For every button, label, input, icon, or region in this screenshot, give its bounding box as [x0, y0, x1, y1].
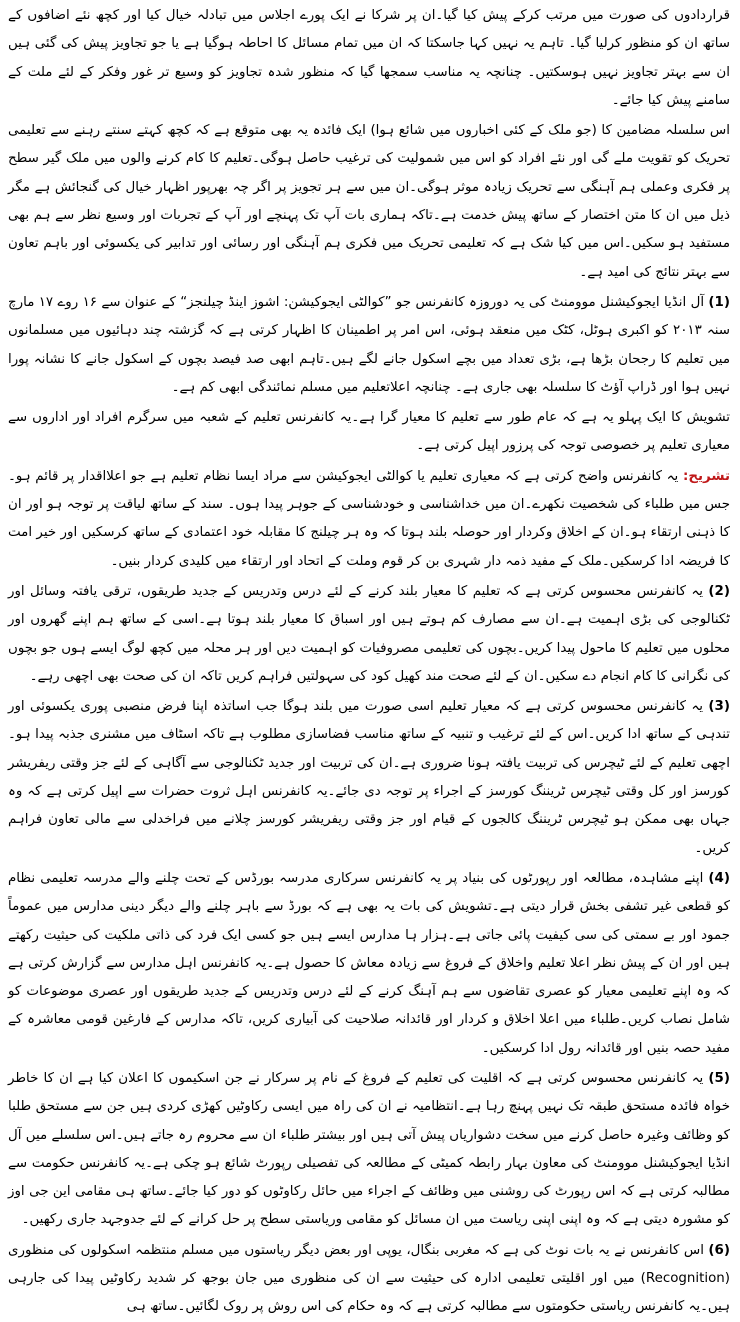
- paragraph-explanation: [8, 463, 730, 576]
- resolution-2: [8, 578, 730, 691]
- paragraph-text: اس سلسلہ مضامین کا (جو ملک کے کئی اخباروں میں شائع ہوا) ایک فائدہ یہ بھی متوقع ہے کہ کچھ کہتے سنتے رہنے سے تعلیمی تحریک کو تقویت ملے گی اور نئے افراد کو اس میں شمولیت کی ترغیب حاصل ہوگی۔تعلیم کا کام کرنے والوں میں ملک گیر سطح پر فکری وعملی ہم آہنگی سے تحریک زیادہ موثر ہوگی۔ان میں سے ہر تجویز پر اگر چہ بھرپور اظہار خیال کی گنجائش ہے مگر ذیل میں ان کا متن اختصار کے ساتھ پیش خدمت ہے۔تاکہ ہماری بات آپ تک پہنچے اور آپ کے تجربات اور وسیع نظر سے ہم بھی مستفید ہو سکیں۔اس میں کیا شک ہے کہ تعلیمی تحریک میں فکری ہم آہنگی اور رسائی اور تدابیر کی یکسوئی اور باہم تعاون سے بہتر نتائج کی امید ہے۔: [8, 123, 731, 280]
- resolution-6: [8, 1237, 730, 1322]
- explanation-label: تشریح:: [682, 468, 730, 484]
- paragraph-text: اس کانفرنس نے یہ بات نوٹ کی ہے کہ مغربی بنگال، یوپی اور بعض دیگر ریاستوں میں مسلم منتظمہ اسکولوں کی منظوری (: [8, 1242, 730, 1287]
- paragraph-text: اپنے مشاہدہ، مطالعہ اور رپورٹوں کی بنیاد پر یہ کانفرنس سرکاری مدرسہ بورڈس کے تحت چلنے والے مدرسہ تعلیمی نظام کو قطعی غیر تشفی بخش قرار دیتی ہے۔تشویش کی بات یہ بھی ہے کہ بورڈ سے باہر چلنے والے دیگر دینی مدارس میں عموماً جمود اور بے سمتی کی سی کیفیت پائی جاتی ہے۔ہزار ہا مدارس ایسے ہیں جو کسی ایک فرد کی ذاتی ملکیت کی حیثیت رکھتے ہیں اور ان کے پیش نظر اعلا تعلیم واخلاق کے فروغ سے زیادہ معاش کا حصول ہے۔یہ کانفرنس اہل مدارس سے گزارش کرتی ہے کہ وہ اپنے تعلیمی معیار کو عصری تقاضوں سے ہم آہنگ کرنے کے لئے درس وتدریس کے جدید طریقوں اور عصری موضوعات کو شامل نصاب کریں۔طلباء میں اعلا اخلاق و کردار اور قائدانہ صلاحیت کی آبیاری کریں، تاکہ مدارس کے فارغین قومی معاشرہ کے مفید حصہ بنیں اور قائدانہ رول ادا کرسکیں۔: [8, 870, 730, 1056]
- paragraph-text: قراردادوں کی صورت میں مرتب کرکے پیش کیا گیا۔ان پر شرکا نے ایک پورے اجلاس میں تبادلہ خیال کیا اور کچھ نئے اضافوں کے ساتھ ان کو منظور کرلیا گیا۔ تاہم یہ نہیں کہا جاسکتا کہ ان میں تمام مسائل کا احاطہ ہوگیا ہے یا جو تجاویز پیش کی گئی ہیں ان سے بہتر تجاویز نہیں ہوسکتیں۔ چنانچہ یہ مناسب سمجھا گیا کہ منظور شدہ تجاویز کو وسیع تر غور وفکر کے لئے ملت کے سامنے پیش کیا جائے۔: [8, 8, 730, 108]
- latin-term: Recognition: [645, 1271, 725, 1287]
- resolution-5: [8, 1065, 730, 1235]
- paragraph-series-note: [8, 117, 730, 287]
- paragraph-text: یہ کانفرنس محسوس کرتی ہے کہ اقلیت کی تعلیم کے فروغ کے نام پر سرکار نے جن اسکیموں کا اعلان کیا ہے ان کا خاطر خواہ فائدہ مستحق طبقہ تک نہیں پہنچ رہا ہے۔انتظامیہ نے ان کی راہ میں ایسی رکاوٹیں کھڑی کردی ہیں جن سے مستحق طلبا کو وظائف وغیرہ حاصل کرنے میں سخت دشواریاں پیش آتی ہیں اور بیشتر طلباء ان سے محروم رہ جاتے ہیں۔اس سلسلے میں آل انڈیا ایجوکیشنل موومنٹ کی معاون بہار رابطہ کمیٹی کے مطالعہ کی تفصیلی رپورٹ شائع ہو چکی ہے۔یہ کانفرنس حکومت سے مطالبہ کرتی ہے کہ اس رپورٹ کی روشنی میں وظائف کے اجراء میں حائل رکاوٹوں کو دور کیا جائے۔ساتھ ہی مقامی این جی اوز کو مشورہ دیتی ہے کہ وہ اپنی اپنی ریاست میں ان مسائل کو مقامی وریاستی سطح پر حل کرانے کے لئے جدوجہد جاری رکھیں۔: [8, 1070, 730, 1228]
- resolution-1: [8, 289, 730, 402]
- resolution-number: (2): [708, 583, 730, 599]
- paragraph-text: یہ کانفرنس واضح کرتی ہے کہ معیاری تعلیم یا کوالٹی ایجوکیشن سے مراد ایسا نظام تعلیم ہے جو اعلااقدار پر قائم ہو۔جس میں طلباء کی شخصیت نکھرے۔ان میں خداشناسی و خودشناسی کے جوہر پیدا ہوں۔ سند کے ساتھ لیاقت پر توجہ ہو اور ان کا ذہنی ارتقاء ہو۔ان کے اخلاق وکردار اور حوصلہ بلند ہوتا کہ وہ ہر چیلنج کا مقابلہ خود اعتمادی کے ساتھ کرسکیں اور خیر امت کا فریضہ ادا کرسکیں۔ملک کے مفید ذمہ دار شہری بن کر قوم وملت کے اتحاد اور ارتقاء میں کلیدی کردار بنیں۔: [8, 468, 730, 569]
- resolution-number: (6): [708, 1242, 730, 1258]
- resolution-4: [8, 865, 730, 1063]
- resolution-number: (4): [708, 870, 730, 886]
- resolution-number: (5): [708, 1070, 730, 1086]
- paragraph-text: تشویش کا ایک پہلو یہ ہے کہ عام طور سے تعلیم کا معیار گرا ہے۔یہ کانفرنس تعلیم کے شعبہ میں سرگرم افراد اور اداروں سے معیاری تعلیم پر خصوصی توجہ کی پرزور اپیل کرتی ہے۔: [8, 410, 730, 454]
- paragraph-text: یہ کانفرنس محسوس کرتی ہے کہ تعلیم کا معیار بلند کرنے کے لئے درس وتدریس کے جدید طریقوں، ترقی یافتہ وسائل اور ٹکنالوجی کی بڑی اہمیت ہے۔ان سے مصارف کم ہوتے ہیں اور اسباق کا معیار بلند ہوتا ہے۔اسی کے ساتھ ہم اپنے گھروں اور محلوں میں تعلیم کا ماحول پیدا کریں۔بچوں کی تعلیمی مصروفیات کو اہمیت دیں اور ہر محلہ میں کچھ لوگ ایسے ہوں جو بچوں کی نگرانی کا کام انجام دے سکیں۔ان کے لئے صحت مند کھیل کود کی سہولتیں فراہم کریں تاکہ ان کی صحت بھی اچھی رہے۔: [8, 583, 730, 684]
- paragraph-text: آل انڈیا ایجوکیشنل موومنٹ کی یہ دوروزہ کانفرنس جو ”کوالٹی ایجوکیشن: اشوز اینڈ چیلنجز“ کے عنوان سے ۱۶ روے ۱۷ مارچ سنہ ۲۰۱۳ کو اکبری ہوٹل، کٹک میں منعقد ہوئی، اس امر پر اطمینان کا اظہار کرتی ہے کہ گزشتہ چند دہائیوں میں مسلمانوں میں تعلیم کا رجحان بڑھا ہے، بڑی تعداد میں بچے اسکول جانے لگے ہیں۔تاہم ابھی صد فیصد بچوں کے اسکول جانے کا نشانہ پورا نہیں ہوا اور ڈراپ آؤٹ کا سلسلہ بھی جاری ہے۔ چنانچہ اعلاتعلیم میں مسلم نمائندگی ابھی کم ہے۔: [8, 294, 730, 395]
- resolution-number: (1): [708, 294, 730, 310]
- paragraph-intro: [8, 2, 730, 115]
- resolution-number: (3): [708, 699, 730, 715]
- paragraph-concern: [8, 404, 730, 461]
- paragraph-text: ) میں اور اقلیتی تعلیمی ادارہ کی حیثیت سے ان کی منظوری میں جان بوجھ کر شدید رکاوٹیں پیدا کی جارہی ہیں۔یہ کانفرنس ریاستی حکومتوں سے مطالبہ کرتی ہے کہ وہ حکام کی اس روش پر روک لگائیں۔ساتھ ہی: [8, 1271, 730, 1315]
- paragraph-text: یہ کانفرنس محسوس کرتی ہے کہ معیار تعلیم اسی صورت میں بلند ہوگا جب اساتذہ اپنا فرض منصبی پوری یکسوئی اور تندہی کے ساتھ ادا کریں۔اس کے لئے ترغیب و تنبیہ کے ساتھ مناسب فضاسازی مطلوب ہے تاکہ اسٹاف میں مشنری جذبہ پیدا ہو۔اچھی تعلیم کے لئے ٹیچرس کی تربیت یافتہ ہونا ضروری ہے۔ان کی تربیت اور جدید ٹکنالوجی سے آگاہی کے لئے جز وقتی ریفریشر کورسز اور کل وقتی ٹیچرس ٹریننگ کورسز کے اجراء پر توجہ دی جائے۔یہ کانفرنس اہل ثروت حضرات سے اپیل کرتی ہے کہ وہ جہاں بھی ممکن ہو ٹیچرس ٹریننگ کالجوں کے قیام اور جز وقتی ریفریشر کورسز چلانے میں فراخدلی سے مالی تعاون فراہم کریں۔: [8, 699, 730, 856]
- resolution-3: [8, 693, 730, 863]
